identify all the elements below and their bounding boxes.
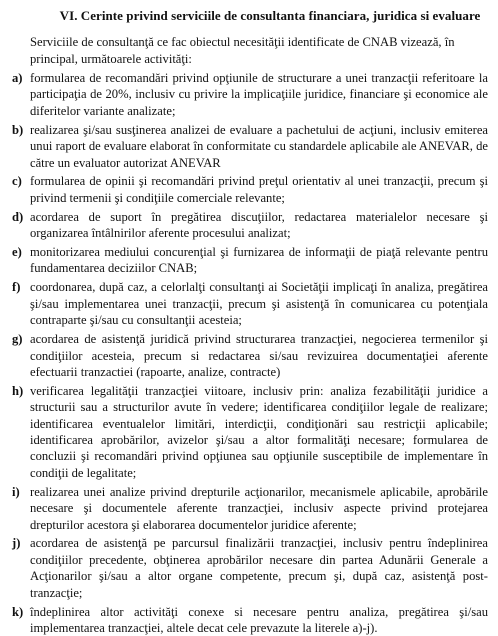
list-marker: i) (12, 484, 20, 499)
list-item-text: monitorizarea mediului concurenţial şi furnizarea de informaţii de piaţă relevante pentru fundamentarea deciziilor CNAB; (30, 245, 488, 276)
list-item-text: acordarea de asistenţă juridică privind structurarea tranzacţiei, negocierea termenilor şi condiţiilor acesteia, precum si redactarea si/sau revizuirea documentaţiei aferente efectuarii tranzactiei (rapoarte, analize, contracte) (30, 332, 488, 379)
list-marker: b) (12, 122, 24, 137)
list-marker: h) (12, 383, 24, 398)
list-marker: g) (12, 332, 23, 347)
list-item-f (12, 279, 488, 328)
list-item-j (12, 535, 488, 601)
list-item-text: realizarea şi/sau susţinerea analizei de evaluare a pachetului de acţiuni, inclusiv emiterea unui raport de evaluare elaborat în conformitate cu standardele aplicabile ale ANEVAR, de către un evaluator autorizat ANEVAR (30, 122, 488, 170)
list-item-h (12, 383, 488, 481)
list-item-i (12, 484, 488, 533)
list-marker: e) (12, 245, 22, 260)
list-marker: d) (12, 209, 24, 224)
list-item-text: îndeplinirea altor activităţi conexe si necesare pentru analiza, pregătirea şi/sau implementarea tranzacţiei, altele decat cele prevazute la literele a)-j). (30, 604, 488, 635)
list-item-text: acordarea de asistenţă pe parcursul finalizării tranzacţiei, inclusiv pentru îndeplinirea condiţiilor precedente, obţinerea aprobărilor necesare din partea Adunării Generale a Acţionarilor şi/sau a altor organe competente, precum şi, după caz, asistenţă post-tranzacţie; (30, 536, 488, 600)
intro-paragraph: Serviciile de consultanţă ce fac obiectul necesităţii identificate de CNAB vizează, în principal, următoarele activităţi: (30, 35, 455, 66)
list-item-g (12, 331, 488, 380)
list-item-k (12, 604, 488, 636)
list-item-b (12, 122, 488, 171)
list-item-text: coordonarea, după caz, a celorlalţi consultanţi ai Societăţii implicaţi în analiza, pregătirea şi/sau implementarea unei tranzacţii, precum şi asistenţă în comunicarea cu potenţiala contraparte şi/sau cu consultanţii acesteia; (30, 280, 488, 328)
list-item-text: acordarea de suport în pregătirea discuţiilor, redactarea materialelor necesare şi organizarea întâlnirilor aferente procesului analizat; (30, 209, 488, 241)
list-item-text: formularea de opinii şi recomandări privind preţul orientativ al unei tranzacţii, precum şi privind termenii şi condiţiile comerciale relevante; (30, 174, 488, 205)
section-title: VI. Cerinte privind serviciile de consultanta financiara, juridica si evaluare (59, 8, 481, 23)
list-item-e (12, 244, 488, 277)
list-item-text: realizarea unei analize privind drepturile acţionarilor, mecanismele aplicabile, aprobările necesare şi documentele aferente tranzacţiei, inclusiv aspecte privind protejarea drepturilor acestora şi elaborarea documentelor juridice aferente; (30, 484, 488, 532)
list-marker: c) (12, 174, 22, 189)
list-item-text: formularea de recomandări privind opţiunile de structurare a unei tranzacţii referitoare la participaţia de 20%, inclusiv cu privire la implicaţiile juridice, financiare şi economice ale diferitelor variante analizate; (30, 71, 488, 118)
list-item-c (12, 173, 488, 206)
list-marker: a) (12, 71, 23, 85)
list-item-text: verificarea legalităţii tranzacţiei viitoare, inclusiv prin: analiza fezabilităţii juridice a structurii sau a structurilor avute în vedere; identificarea condiţiilor legale de realizare; identificarea eventualelor limitări, interdicţii, condiţionări sau restricţii aplicabile; identificarea aprobărilor, avizelor şi/sau a altor formalităţi necesare; formularea de concluzii şi recomandări privind opţiunea sau opţiunile susceptibile de implementare în condiţii de legalitate; (30, 383, 488, 480)
list-marker: k) (12, 604, 24, 619)
list-marker: f) (12, 280, 21, 295)
list-item-d (12, 209, 488, 242)
list-item-a (12, 70, 488, 119)
list-marker: j) (12, 536, 21, 551)
